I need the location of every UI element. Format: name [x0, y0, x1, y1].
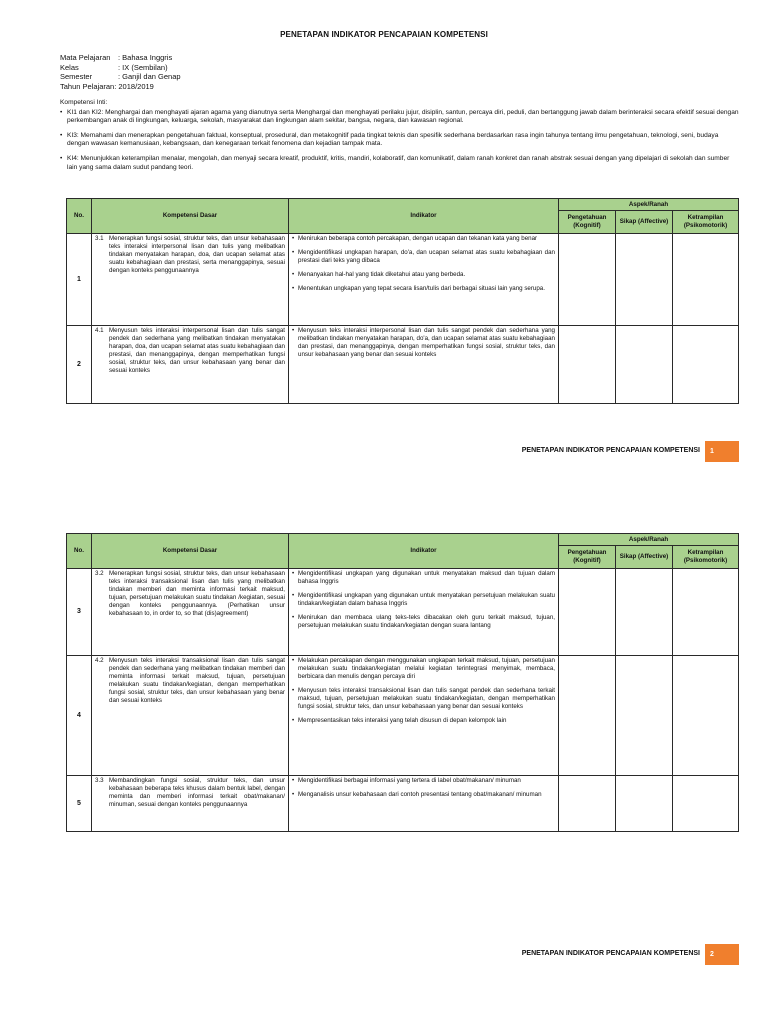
header-keterampilan: Ketrampilan (Psikomotorik)	[673, 211, 739, 234]
indikator-cell	[289, 776, 559, 832]
pengetahuan-cell	[559, 776, 616, 832]
pengetahuan-cell	[559, 569, 616, 656]
indikator-item: Mengidentifikasi berbagai informasi yang tertera di label obat/makanan/ minuman	[298, 777, 521, 784]
indikator-item: Menganalisis unsur kebahasaan dari contoh presentasi tentang obat/makanan/ minuman	[298, 791, 542, 798]
pengetahuan-cell	[559, 234, 616, 326]
row-number: 3	[67, 569, 92, 656]
keterampilan-cell	[673, 776, 739, 832]
sikap-cell	[616, 776, 673, 832]
header-aspek-ranah: Aspek/Ranah	[559, 199, 739, 211]
ki-text: KI1 dan KI2: Menghargai dan menghayati ajaran agama yang dianutnya serta Menghargai dan menghayati perilaku jujur, disiplin, santun, percaya diri, peduli, dan bertanggung jawab dalam berinteraksi secara efektif sesuai dengan perkembangan anak di lingkungan, keluarga, sekolah, masyarakat dan lingkungan alam sekitar, bangsa, negara, dan kawasan regional.	[67, 108, 739, 125]
row-number: 4	[67, 656, 92, 776]
bullet-icon: •	[292, 687, 295, 694]
indikator-item: Menyusun teks interaksi transaksional lisan dan tulis sangat pendek dan sederhana terkait maksud, tujuan, persetujuan melakukan suatu tindakan/kegiatan, dengan memperhatikan fungsi sosial, struktur teks, dan unsur kebahasaan yang benar dan sesuai konteks	[298, 687, 555, 710]
kd-number: 3.1	[95, 235, 104, 242]
kd-number: 4.1	[95, 327, 104, 334]
document-title: PENETAPAN INDIKATOR PENCAPAIAN KOMPETENSI	[280, 30, 488, 39]
kd-cell	[92, 326, 289, 404]
ki-item	[60, 155, 740, 172]
footer-text: PENETAPAN INDIKATOR PENCAPAIAN KOMPETENSI	[521, 950, 700, 957]
kd-cell	[92, 776, 289, 832]
kd-text: Menyusun teks interaksi transaksional lisan dan tulis sangat pendek dan sederhana yang melibatkan tindakan memberi dan meminta informasi terkait maksud, tujuan, persetujuan melakukan suatu tindakan/kegiatan, dengan memperhatikan fungsi sosial, struktur teks, dan unsur kebahasaan yang benar dan sesuai konteks	[109, 657, 285, 704]
table-row	[67, 776, 739, 832]
footer-text: PENETAPAN INDIKATOR PENCAPAIAN KOMPETENSI	[521, 447, 700, 454]
bullet-icon: •	[292, 271, 295, 278]
meta-label: Kelas	[60, 62, 79, 72]
kd-text: Menerapkan fungsi sosial, struktur teks, dan unsur kebahasaan teks interaksi interpersonal lisan dan tulis yang melibatkan tindakan menyatakan harapan, doa, dan ucapan selamat atas suatu kebahagiaan dan prestasi, serta menanggapinya, sesuai dengan konteks penggunaannya	[109, 235, 285, 274]
sikap-cell	[616, 656, 673, 776]
indikator-item: Menanyakan hal-hal yang tidak diketahui atau yang berbeda.	[298, 271, 466, 278]
bullet-icon: •	[292, 791, 295, 798]
indikator-item: Menirukan dan membaca ulang teks-teks dibacakan oleh guru terkait maksud, tujuan, persetujuan melakukan suatu tindakan/kegiatan dengan suara lantang	[298, 614, 555, 629]
kd-cell	[92, 234, 289, 326]
page-number: 1	[705, 441, 739, 462]
row-number: 1	[67, 234, 92, 326]
indikator-cell	[289, 569, 559, 656]
ki-heading: Kompetensi Inti:	[60, 99, 108, 106]
header-keterampilan: Ketrampilan (Psikomotorik)	[673, 546, 739, 569]
keterampilan-cell	[673, 569, 739, 656]
bullet-icon: •	[292, 249, 295, 256]
table-row	[67, 656, 739, 776]
meta-label: Semester	[60, 72, 93, 81]
bullet-icon: •	[292, 327, 295, 334]
table-row	[67, 326, 739, 404]
kd-cell	[92, 569, 289, 656]
meta-label: Mata Pelajaran	[60, 53, 111, 62]
meta-value: : Bahasa Inggris	[118, 53, 173, 62]
ki-item	[60, 109, 740, 126]
bullet-icon: •	[292, 717, 295, 724]
kd-number: 4.2	[95, 657, 104, 664]
meta-value: : IX (Sembilan)	[118, 62, 168, 72]
kd-number: 3.2	[95, 570, 104, 577]
indikator-cell	[289, 326, 559, 404]
kd-number: 3.3	[95, 777, 104, 784]
header-kompetensi-dasar: Kompetensi Dasar	[92, 199, 289, 234]
header-aspek-ranah: Aspek/Ranah	[559, 534, 739, 546]
bullet-icon: •	[292, 592, 295, 599]
meta-value: : 2018/2019	[114, 81, 154, 91]
header-no: No.	[67, 199, 92, 234]
indikator-item: Mengidentifikasi ungkapan yang digunakan untuk menyatakan maksud dan tujuan dalam bahasa Inggris	[298, 570, 555, 585]
header-pengetahuan: Pengetahuan (Kognitif)	[559, 546, 616, 569]
keterampilan-cell	[673, 234, 739, 326]
bullet-icon: •	[292, 570, 295, 577]
sikap-cell	[616, 234, 673, 326]
indikator-item: Menentukan ungkapan yang tepat secara lisan/tulis dari berbagai situasi lain yang serupa.	[298, 285, 545, 292]
header-sikap: Sikap (Affective)	[616, 211, 673, 234]
kd-text: Menerapkan fungsi sosial, struktur teks, dan unsur kebahasaan teks interaksi transaksional lisan dan tulis yang melibatkan tindakan memberi dan meminta informasi terkait maksud, tujuan, persetujuan melakukan suatu tindakan /kegiatan, sesuai dengan konteks penggunaannya. (Perhatikan unsur kebahasaan to, in order to, so that (dis)agreement)	[109, 570, 285, 617]
table-row	[67, 569, 739, 656]
meta-value: : Ganjil dan Genap	[118, 72, 181, 81]
keterampilan-cell	[673, 326, 739, 404]
kompetensi-inti	[60, 99, 740, 178]
header-sikap: Sikap (Affective)	[616, 546, 673, 569]
indikator-cell	[289, 234, 559, 326]
kd-text: Membandingkan fungsi sosial, struktur teks, dan unsur kebahasaan beberapa teks khusus dalam bentuk label, dengan meminta dan memberi informasi terkait obat/makanan/ minuman, sesuai dengan konteks penggunaannya	[109, 777, 285, 808]
bullet-icon: •	[60, 108, 63, 116]
bullet-icon: •	[60, 131, 63, 139]
header-indikator: Indikator	[289, 534, 559, 569]
meta-label: Tahun Pelajaran	[60, 81, 115, 91]
page-footer	[0, 441, 768, 463]
ki-item	[60, 132, 740, 149]
row-number: 5	[67, 776, 92, 832]
bullet-icon: •	[292, 285, 295, 292]
sikap-cell	[616, 569, 673, 656]
pengetahuan-cell	[559, 656, 616, 776]
bullet-icon: •	[292, 657, 295, 664]
ki-text: KI3: Memahami dan menerapkan pengetahuan faktual, konseptual, prosedural, dan metakognitif pada tingkat teknis dan spesifik sederhana berdasarkan rasa ingin tahunya tentang ilmu pengetahuan, teknologi, seni, budaya dengan wawasan kemanusiaan, kebangsaan, dan kenegaraan terkait fenomena dan kejadian tampak mata.	[67, 131, 719, 148]
indikator-item: Melakukan percakapan dengan menggunakan ungkapan terkait maksud, tujuan, persetujuan melakukan suatu tindakan/kegiatan melalui kegiatan terintegrasi menyimak, membaca, berbicara dan menulis dengan percaya diri	[298, 657, 555, 680]
indikator-item: Menyusun teks interaksi interpersonal lisan dan tulis sangat pendek dan sederhana yang melibatkan tindakan menyatakan harapan, do'a, dan ucapan selamat atas suatu kebahagiaan dan prestasi, dan menanggapinya, dengan memperhatikan fungsi sosial, struktur teks, dan unsur kebahasaan yang benar dan sesuai konteks	[298, 327, 555, 358]
indikator-cell	[289, 656, 559, 776]
bullet-icon: •	[292, 614, 295, 621]
kd-text: Menyusun teks interaksi interpersonal lisan dan tulis sangat pendek dan sederhana yang melibatkan tindakan menyatakan harapan, doa, dan ucapan selamat atas suatu kebahagiaan dan prestasi, dan menanggapinya, dengan memperhatikan fungsi sosial, struktur teks, dan unsur kebahasaan yang benar dan sesuai konteks	[109, 327, 285, 374]
indikator-item: Mempresentasikan teks interaksi yang telah disusun di depan kelompok lain	[298, 717, 507, 724]
sikap-cell	[616, 326, 673, 404]
page-footer	[0, 944, 768, 966]
row-number: 2	[67, 326, 92, 404]
meta-row	[60, 63, 181, 73]
header-indikator: Indikator	[289, 199, 559, 234]
pengetahuan-cell	[559, 326, 616, 404]
meta-row	[60, 53, 181, 63]
indikator-item: Mengidentifikasi ungkapan harapan, do'a, dan ucapan selamat atas suatu kebahagiaan dan prestasi dari teks yang dibaca	[298, 249, 555, 264]
header-kompetensi-dasar: Kompetensi Dasar	[92, 534, 289, 569]
meta-row	[60, 72, 181, 82]
header-no: No.	[67, 534, 92, 569]
bullet-icon: •	[292, 235, 295, 242]
meta-block	[60, 53, 181, 91]
table-row	[67, 234, 739, 326]
indikator-table-page-2	[66, 533, 739, 832]
header-pengetahuan: Pengetahuan (Kognitif)	[559, 211, 616, 234]
bullet-icon: •	[292, 777, 295, 784]
indikator-table-page-1	[66, 198, 739, 404]
indikator-item: Mengidentifikasi ungkapan yang digunakan untuk menyatakan persetujuan melakukan suatu tindakan/kegiatan dalam bahasa Inggris	[298, 592, 555, 607]
meta-row	[60, 82, 181, 92]
page-number: 2	[705, 944, 739, 965]
ki-text: KI4: Menunjukkan keterampilan menalar, mengolah, dan menyaji secara kreatif, produktif, kritis, mandiri, kolaboratif, dan komunikatif, dalam ranah konkret dan ranah abstrak sesuai dengan yang dipelajari di sekolah dan sumber lain yang sama dalam sudut pandang teori.	[67, 154, 730, 171]
kd-cell	[92, 656, 289, 776]
bullet-icon: •	[60, 154, 63, 162]
keterampilan-cell	[673, 656, 739, 776]
indikator-item: Menirukan beberapa contoh percakapan, dengan ucapan dan tekanan kata yang benar	[298, 235, 538, 242]
